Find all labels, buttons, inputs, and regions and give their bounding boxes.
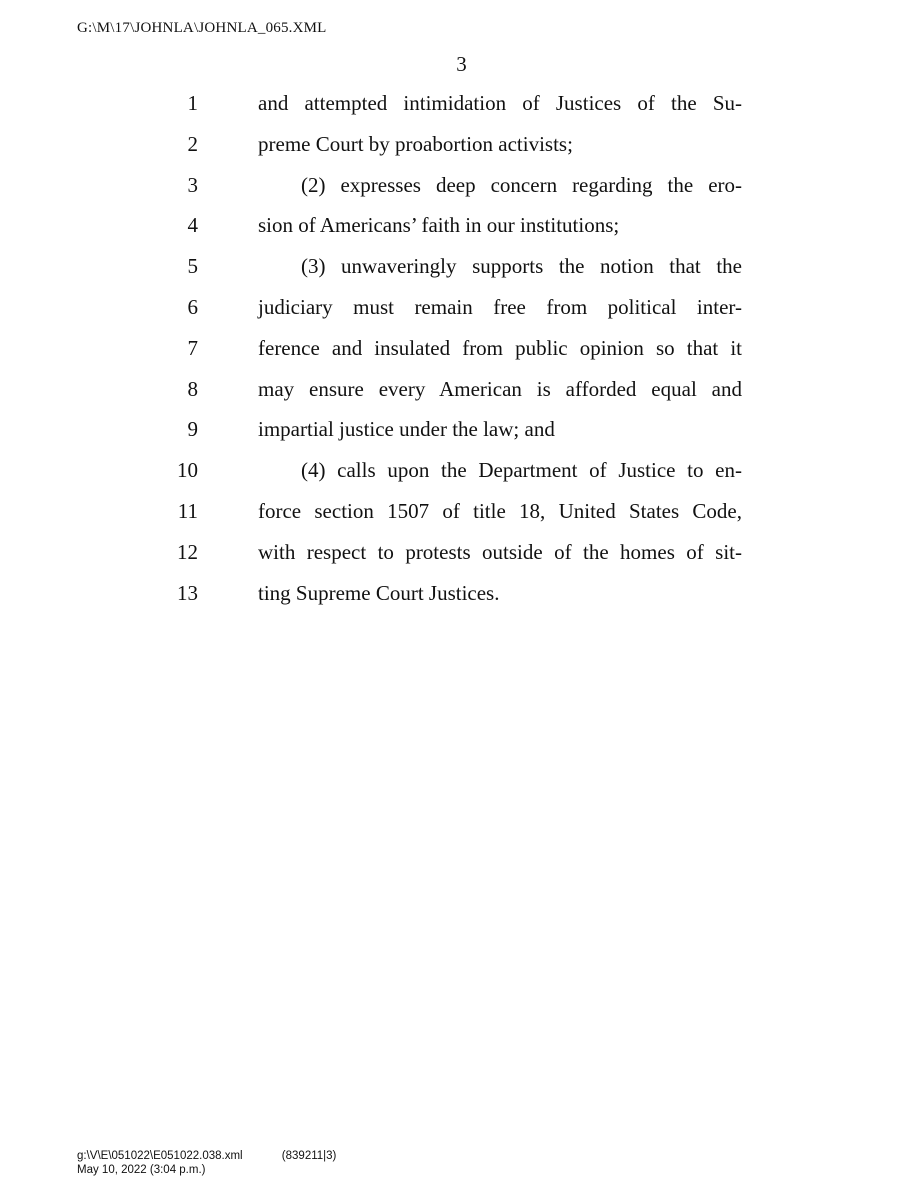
- line-text: sion of Americans’ faith in our institutions;: [258, 213, 620, 238]
- text-line-3: [0, 165, 923, 206]
- line-text: ting Supreme Court Justices.: [258, 580, 500, 605]
- line-number: 2: [187, 131, 198, 156]
- line-text: may ensure every American is afforded equal and: [258, 376, 742, 401]
- text-line-8: [0, 369, 923, 410]
- text-line-1: [0, 83, 923, 124]
- line-number: 6: [187, 294, 198, 319]
- line-number: 13: [177, 580, 198, 605]
- file-path-header: G:\M\17\JOHNLA\JOHNLA_065.XML: [77, 20, 327, 36]
- line-number: 8: [187, 376, 198, 401]
- line-text: force section 1507 of title 18, United States Code,: [258, 498, 742, 523]
- footer-date: May 10, 2022 (3:04 p.m.): [77, 1164, 206, 1176]
- footer-file-row: [77, 1149, 336, 1163]
- line-text: (2) expresses deep concern regarding the ero-: [301, 172, 742, 197]
- line-text: impartial justice under the law; and: [258, 417, 555, 442]
- text-line-5: [0, 246, 923, 287]
- line-number: 4: [187, 213, 198, 238]
- line-number: 7: [187, 335, 198, 360]
- line-text: (4) calls upon the Department of Justice to en-: [301, 458, 742, 483]
- line-text: with respect to protests outside of the homes of sit-: [258, 539, 742, 564]
- text-line-9: [0, 409, 923, 450]
- text-line-13: [0, 573, 923, 614]
- line-number: 1: [187, 91, 198, 115]
- resolution-text: [0, 83, 923, 613]
- line-number: 12: [177, 539, 198, 564]
- line-number: 9: [187, 417, 198, 442]
- line-number: 11: [177, 498, 198, 523]
- line-text: preme Court by proabortion activists;: [258, 131, 573, 156]
- footer-file-path: g:\V\E\051022\E051022.038.xml: [77, 1150, 243, 1162]
- text-line-4: [0, 205, 923, 246]
- text-line-11: [0, 491, 923, 532]
- line-text: (3) unwaveringly supports the notion that the: [301, 254, 742, 279]
- text-line-10: [0, 450, 923, 491]
- line-number: 3: [187, 172, 198, 197]
- footer-code: (839211|3): [281, 1150, 337, 1162]
- line-text: judiciary must remain free from political inter-: [258, 294, 742, 319]
- text-line-6: [0, 287, 923, 328]
- line-text: and attempted intimidation of Justices of the Su-: [258, 91, 742, 115]
- line-number: 5: [187, 254, 198, 279]
- document-footer: [77, 1149, 336, 1177]
- page-number: 3: [456, 52, 467, 76]
- line-text: ference and insulated from public opinion so that it: [258, 335, 742, 360]
- text-line-12: [0, 532, 923, 573]
- text-line-2: [0, 124, 923, 165]
- text-line-7: [0, 328, 923, 369]
- line-number: 10: [177, 458, 198, 483]
